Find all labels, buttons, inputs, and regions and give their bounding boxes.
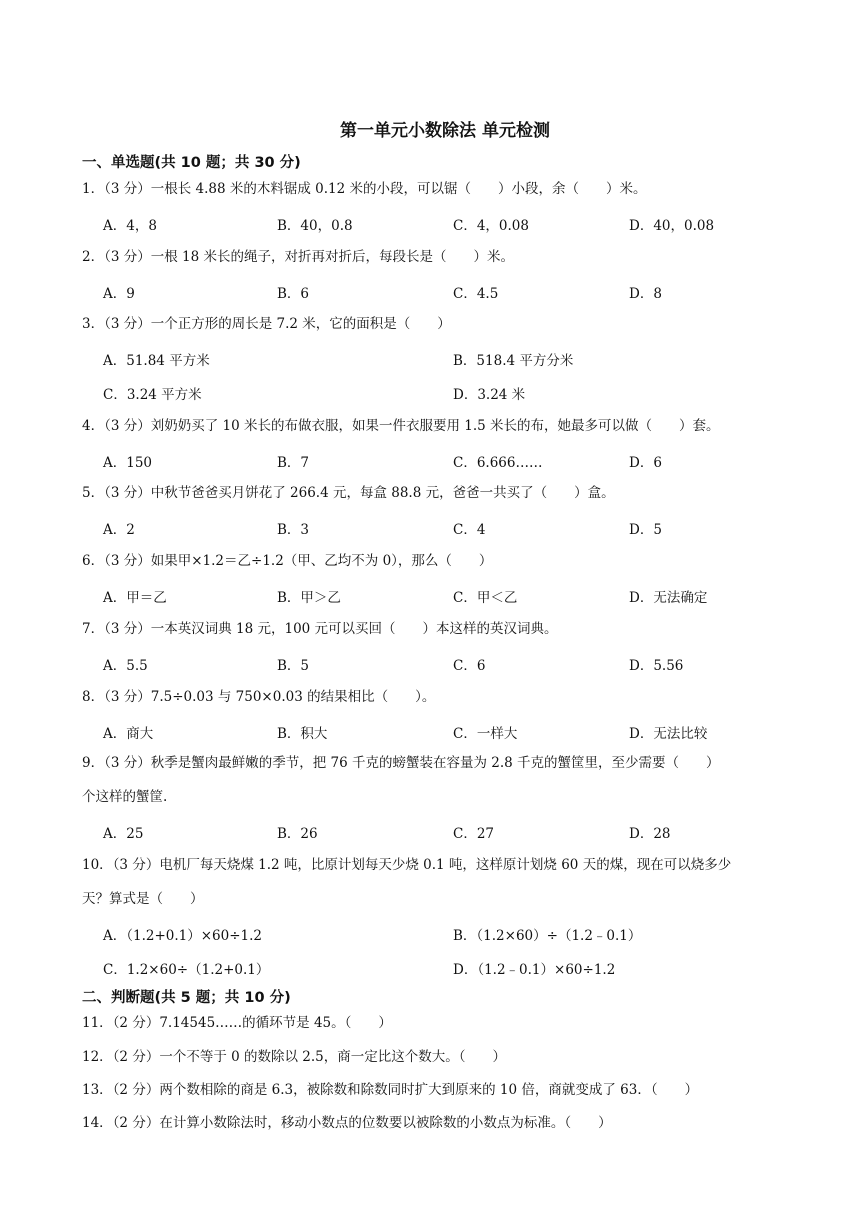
option-d: D．6 xyxy=(629,455,662,471)
question-10-continued xyxy=(82,882,822,916)
question-6 xyxy=(82,544,822,578)
question-3 xyxy=(82,307,822,341)
option-a: A．25 xyxy=(103,826,144,842)
question-score: （3 分） xyxy=(112,857,160,873)
options-10-row-2 xyxy=(103,958,823,978)
option-d: D．5.56 xyxy=(629,658,684,674)
question-text: 秋季是蟹肉最鲜嫩的季节，把 76 千克的螃蟹装在容量为 2.8 千克的蟹筐里，至少需要（ ） xyxy=(150,755,720,771)
question-score: （3 分） xyxy=(104,553,151,569)
question-14 xyxy=(82,1106,822,1140)
question-number: 13． xyxy=(82,1082,113,1098)
question-number: 11． xyxy=(82,1015,113,1031)
option-a: A．9 xyxy=(103,286,135,302)
question-9 xyxy=(82,746,822,780)
question-11 xyxy=(82,1006,822,1040)
option-c: C．4.5 xyxy=(453,286,499,302)
option-b: B．40，0.8 xyxy=(277,218,353,234)
option-c: C．4 xyxy=(453,522,486,538)
option-b: B．26 xyxy=(277,826,318,842)
option-d: D．3.24 米 xyxy=(453,387,526,403)
question-number: 5． xyxy=(82,485,105,501)
option-d: D．8 xyxy=(629,286,662,302)
question-text: 两个数相除的商是 6.3，被除数和除数同时扩大到原来的 10 倍，商就变成了 63．（ ） xyxy=(159,1082,699,1098)
question-9-continued xyxy=(82,780,822,814)
option-b: B．（1.2×60）÷（1.2﹣0.1） xyxy=(453,928,642,944)
option-a: A．5.5 xyxy=(103,658,148,674)
page-title: 第一单元小数除法 单元检测 xyxy=(340,121,550,141)
question-score: （3 分） xyxy=(104,418,151,434)
question-text: 如果甲×1.2＝乙÷1.2（甲、乙均不为 0），那么（ ） xyxy=(150,553,493,569)
option-d: D．40，0.08 xyxy=(629,218,715,234)
option-b: B．甲＞乙 xyxy=(277,590,341,606)
question-13 xyxy=(82,1073,822,1107)
options-3-row-2 xyxy=(103,383,823,403)
question-8 xyxy=(82,680,822,714)
question-7 xyxy=(82,612,822,646)
option-d: D．5 xyxy=(629,522,662,538)
question-score: （3 分） xyxy=(104,181,151,197)
question-text: 一根长 4.88 米的木料锯成 0.12 米的小段，可以锯（ ）小段，余（ ）米。 xyxy=(150,181,647,197)
option-c: C．6 xyxy=(453,658,486,674)
question-number: 6． xyxy=(82,553,105,569)
question-score: （2 分） xyxy=(112,1015,160,1031)
options-1 xyxy=(103,214,823,234)
question-10 xyxy=(82,848,822,882)
question-number: 3． xyxy=(82,316,105,332)
options-2 xyxy=(103,282,823,302)
question-score: （3 分） xyxy=(104,755,151,771)
options-6 xyxy=(103,586,823,606)
question-text: 一个不等于 0 的数除以 2.5，商一定比这个数大。（ ） xyxy=(159,1049,507,1065)
question-score: （2 分） xyxy=(112,1115,160,1131)
option-a: A．甲＝乙 xyxy=(103,590,167,606)
option-b: B．7 xyxy=(277,455,310,471)
option-c: C．一样大 xyxy=(453,726,518,742)
option-c: C．3.24 平方米 xyxy=(103,387,202,403)
options-4 xyxy=(103,451,823,471)
question-number: 12． xyxy=(82,1049,113,1065)
option-a: A．2 xyxy=(103,522,135,538)
option-b: B．6 xyxy=(277,286,310,302)
option-a: A．（1.2+0.1）×60÷1.2 xyxy=(103,928,263,944)
question-score: （3 分） xyxy=(104,621,151,637)
question-text: 一个正方形的周长是 7.2 米，它的面积是（ ） xyxy=(150,316,451,332)
question-text: 个这样的蟹筐. xyxy=(82,789,168,805)
question-number: 4． xyxy=(82,418,105,434)
section-heading-single-choice: 一、单选题(共 10 题；共 30 分) xyxy=(82,155,301,171)
options-8 xyxy=(103,722,823,742)
option-c: C．27 xyxy=(453,826,495,842)
question-1 xyxy=(82,172,822,206)
option-d: D．（1.2﹣0.1）×60÷1.2 xyxy=(453,962,616,978)
question-score: （3 分） xyxy=(104,689,151,705)
question-number: 10． xyxy=(82,857,113,873)
option-b: B．518.4 平方分米 xyxy=(453,353,574,369)
question-number: 2． xyxy=(82,249,105,265)
option-d: D．28 xyxy=(629,826,671,842)
option-b: B．5 xyxy=(277,658,310,674)
question-score: （3 分） xyxy=(104,249,151,265)
question-number: 8． xyxy=(82,689,105,705)
question-text: 在计算小数除法时，移动小数点的位数要以被除数的小数点为标准。（ ） xyxy=(159,1115,612,1131)
options-5 xyxy=(103,518,823,538)
question-4 xyxy=(82,409,822,443)
option-c: C．6.666…… xyxy=(453,455,543,471)
question-number: 7． xyxy=(82,621,105,637)
options-7 xyxy=(103,654,823,674)
question-text: 一根 18 米长的绳子，对折再对折后，每段长是（ ）米。 xyxy=(150,249,514,265)
question-number: 9． xyxy=(82,755,105,771)
question-score: （3 分） xyxy=(104,316,151,332)
question-text: 一本英汉词典 18 元，100 元可以买回（ ）本这样的英汉词典。 xyxy=(150,621,558,637)
option-d: D．无法确定 xyxy=(629,590,708,606)
question-number: 14． xyxy=(82,1115,113,1131)
question-text: 中秋节爸爸买月饼花了 266.4 元，每盒 88.8 元，爸爸一共买了（ ）盒。 xyxy=(150,485,615,501)
option-d: D．无法比较 xyxy=(629,726,708,742)
question-score: （3 分） xyxy=(104,485,151,501)
option-c: C．4，0.08 xyxy=(453,218,529,234)
question-2 xyxy=(82,240,822,274)
question-score: （2 分） xyxy=(112,1082,160,1098)
question-text: 7.5÷0.03 与 750×0.03 的结果相比（ ）。 xyxy=(150,689,436,705)
option-b: B．积大 xyxy=(277,726,328,742)
options-3-row-1 xyxy=(103,349,823,369)
option-a: A．4，8 xyxy=(103,218,157,234)
section-heading-true-false: 二、判断题(共 5 题；共 10 分) xyxy=(82,990,291,1006)
option-a: A．商大 xyxy=(103,726,154,742)
option-a: A．150 xyxy=(103,455,153,471)
question-12 xyxy=(82,1040,822,1074)
question-5 xyxy=(82,476,822,510)
question-text: 天？算式是（ ） xyxy=(82,891,204,907)
question-text: 电机厂每天烧煤 1.2 吨，比原计划每天少烧 0.1 吨，这样原计划烧 60 天的煤，现在可以烧多少 xyxy=(159,857,732,873)
option-c: C．甲＜乙 xyxy=(453,590,518,606)
question-number: 1． xyxy=(82,181,105,197)
option-b: B．3 xyxy=(277,522,310,538)
question-text: 7.14545……的循环节是 45。（ ） xyxy=(159,1015,392,1031)
question-text: 刘奶奶买了 10 米长的布做衣服，如果一件衣服要用 1.5 米长的布，她最多可以做（ ）套。 xyxy=(150,418,720,434)
option-c: C．1.2×60÷（1.2+0.1） xyxy=(103,962,270,978)
question-score: （2 分） xyxy=(112,1049,160,1065)
options-9 xyxy=(103,822,823,842)
option-a: A．51.84 平方米 xyxy=(103,353,210,369)
options-10-row-1 xyxy=(103,924,823,944)
